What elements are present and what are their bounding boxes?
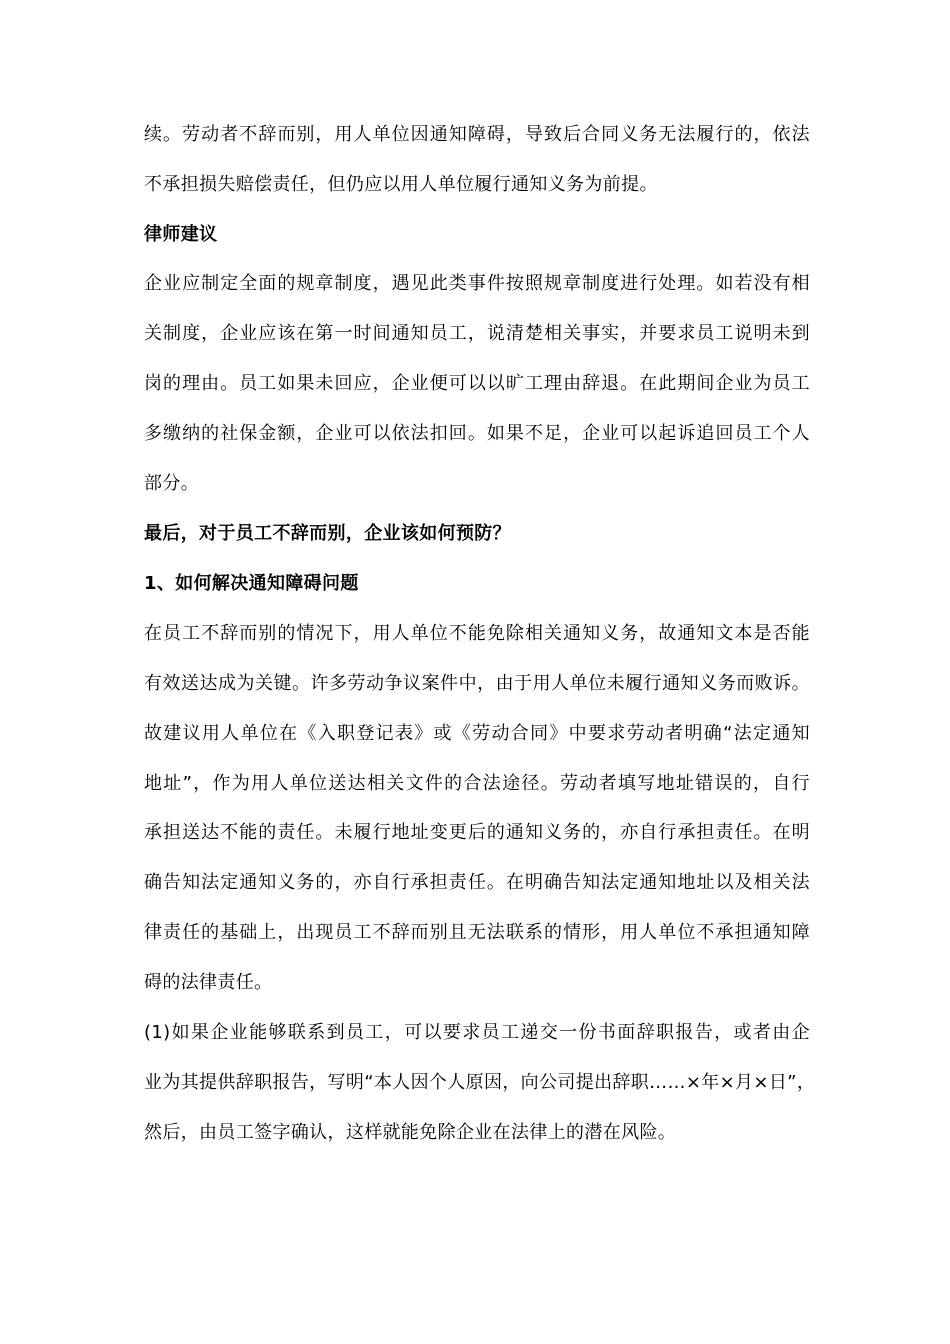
section-heading: 1、如何解决通知障碍问题 (144, 573, 359, 594)
paragraph-line: 故建议用人单位在《入职登记表》或《劳动合同》中要求劳动者明确“法定通知 (144, 723, 810, 744)
paragraph-line: 承担送达不能的责任。未履行地址变更后的通知义务的，亦自行承担责任。在明 (144, 822, 810, 843)
section-heading: 最后，对于员工不辞而别，企业该如何预防？ (144, 523, 511, 544)
section-heading: 律师建议 (144, 224, 218, 245)
paragraph-line: 地址”，作为用人单位送达相关文件的合法途径。劳动者填写地址错误的，自行 (144, 773, 810, 794)
paragraph-line: 确告知法定通知义务的，亦自行承担责任。在明确告知法定通知地址以及相关法 (144, 872, 810, 893)
paragraph-line: 关制度，企业应该在第一时间通知员工，说清楚相关事实，并要求员工说明未到 (144, 323, 810, 344)
paragraph-line: 碍的法律责任。 (144, 972, 273, 993)
paragraph-line: 不承担损失赔偿责任，但仍应以用人单位履行通知义务为前提。 (144, 174, 658, 195)
paragraph-line: 岗的理由。员工如果未回应，企业便可以以旷工理由辞退。在此期间企业为员工 (144, 373, 810, 394)
paragraph-line: 业为其提供辞职报告，写明“本人因个人原因，向公司提出辞职……×年×月×日”， (144, 1072, 816, 1093)
paragraph-line: 在员工不辞而别的情况下，用人单位不能免除相关通知义务，故通知文本是否能 (144, 623, 810, 644)
paragraph-line: 律责任的基础上，出现员工不辞而别且无法联系的情形，用人单位不承担通知障 (144, 922, 810, 943)
paragraph-line: 然后，由员工签字确认，这样就能免除企业在法律上的潜在风险。 (144, 1122, 677, 1143)
paragraph-line: 有效送达成为关键。许多劳动争议案件中，由于用人单位未履行通知义务而败诉。 (144, 673, 810, 694)
paragraph-line: 部分。 (144, 473, 200, 494)
paragraph-line: 续。劳动者不辞而别，用人单位因通知障碍，导致后合同义务无法履行的，依法 (144, 124, 810, 145)
paragraph-line: 企业应制定全面的规章制度，遇见此类事件按照规章制度进行处理。如若没有相 (144, 273, 810, 294)
paragraph-line: 多缴纳的社保金额，企业可以依法扣回。如果不足，企业可以起诉追回员工个人 (144, 423, 810, 444)
paragraph-line: (1)如果企业能够联系到员工，可以要求员工递交一份书面辞职报告，或者由企 (144, 1022, 810, 1043)
